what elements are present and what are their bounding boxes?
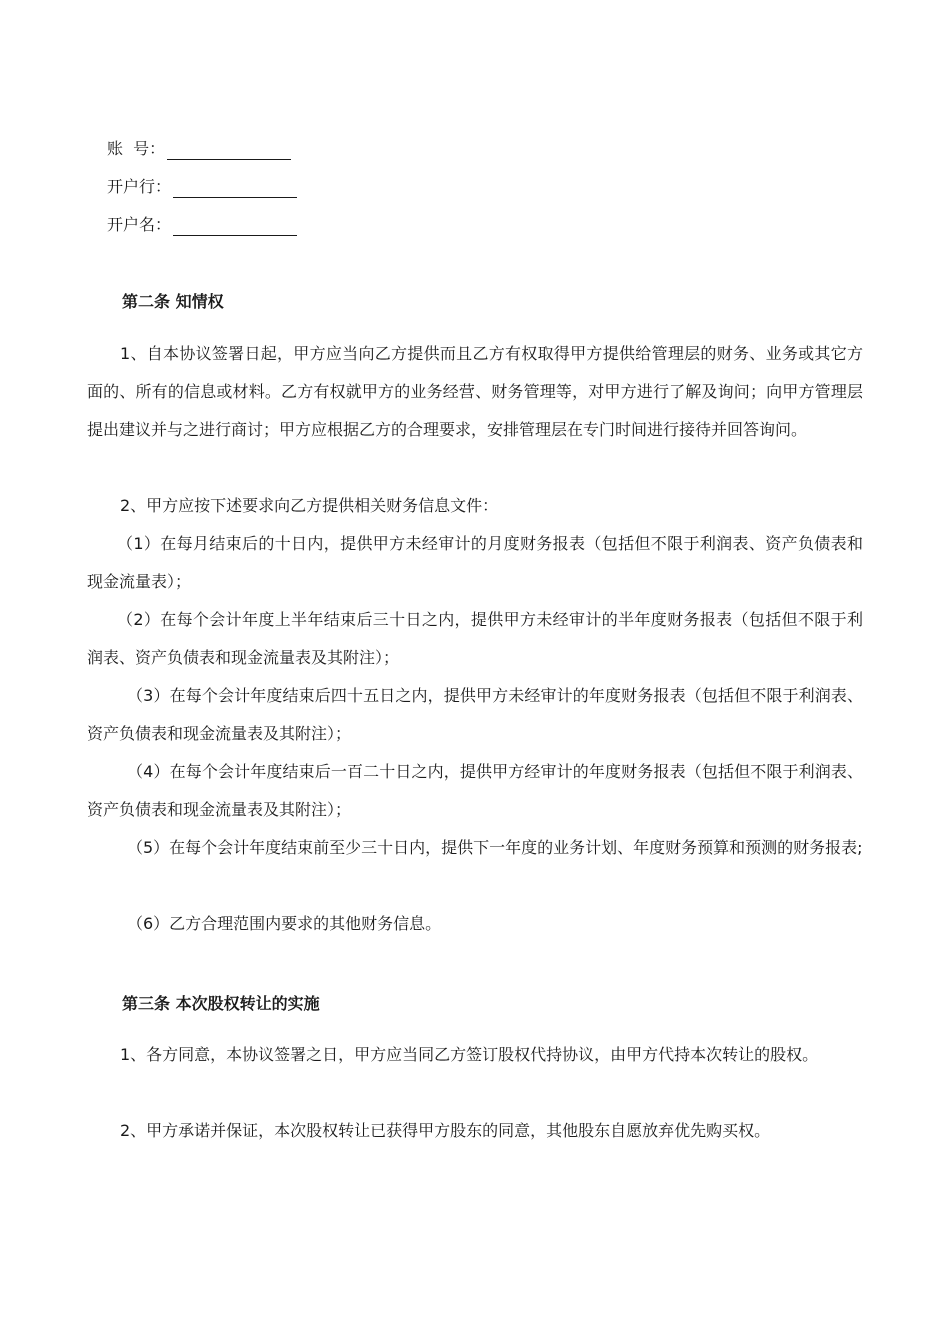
account-holder-field [107,214,297,236]
article-2-heading: 第二条 知情权 [122,292,224,311]
account-number-blank [167,143,291,160]
article-2-item-5: （5）在每个会计年度结束前至少三十日内，提供下一年度的业务计划、年度财务预算和预测的财务报表; [127,838,863,857]
article-2-paragraph-2: 2、甲方应按下述要求向乙方提供相关财务信息文件： [120,496,499,515]
bank-name-label: 开户行： [107,177,172,196]
account-number-label: 账 号： [107,139,166,158]
article-2-item-4: （4）在每个会计年度结束后一百二十日之内，提供甲方经审计的年度财务报表（包括但不限于利润表、资产负债表和现金流量表及其附注）； [87,762,863,819]
article-3-heading: 第三条 本次股权转让的实施 [122,994,320,1013]
account-holder-label: 开户名： [107,215,172,234]
article-3-paragraph-1: 1、各方同意，本协议签署之日，甲方应当同乙方签订股权代持协议，由甲方代持本次转让的股权。 [120,1045,819,1064]
account-number-field [107,138,291,160]
account-holder-blank [173,219,297,236]
bank-name-field [107,176,297,198]
article-2-item-2: （2）在每个会计年度上半年结束后三十日之内，提供甲方未经审计的半年度财务报表（包括但不限于利润表、资产负债表和现金流量表及其附注）； [87,610,863,667]
article-2-item-1: （1）在每月结束后的十日内，提供甲方未经审计的月度财务报表（包括但不限于利润表、资产负债表和现金流量表）； [87,534,863,591]
bank-name-blank [173,181,297,198]
article-2-item-3: （3）在每个会计年度结束后四十五日之内，提供甲方未经审计的年度财务报表（包括但不限于利润表、资产负债表和现金流量表及其附注）； [87,686,863,743]
article-2-item-6: （6）乙方合理范围内要求的其他财务信息。 [127,914,442,933]
article-3-paragraph-2: 2、甲方承诺并保证，本次股权转让已获得甲方股东的同意，其他股东自愿放弃优先购买权。 [120,1121,771,1140]
article-2-paragraph-1: 1、自本协议签署日起，甲方应当向乙方提供而且乙方有权取得甲方提供给管理层的财务、业务或其它方面的、所有的信息或材料。乙方有权就甲方的业务经营、财务管理等，对甲方进行了解及询问；向甲方管理层提出建议并与之进行商讨；甲方应根据乙方的合理要求，安排管理层在专门时间进行接待并回答询问。 [87,344,863,439]
